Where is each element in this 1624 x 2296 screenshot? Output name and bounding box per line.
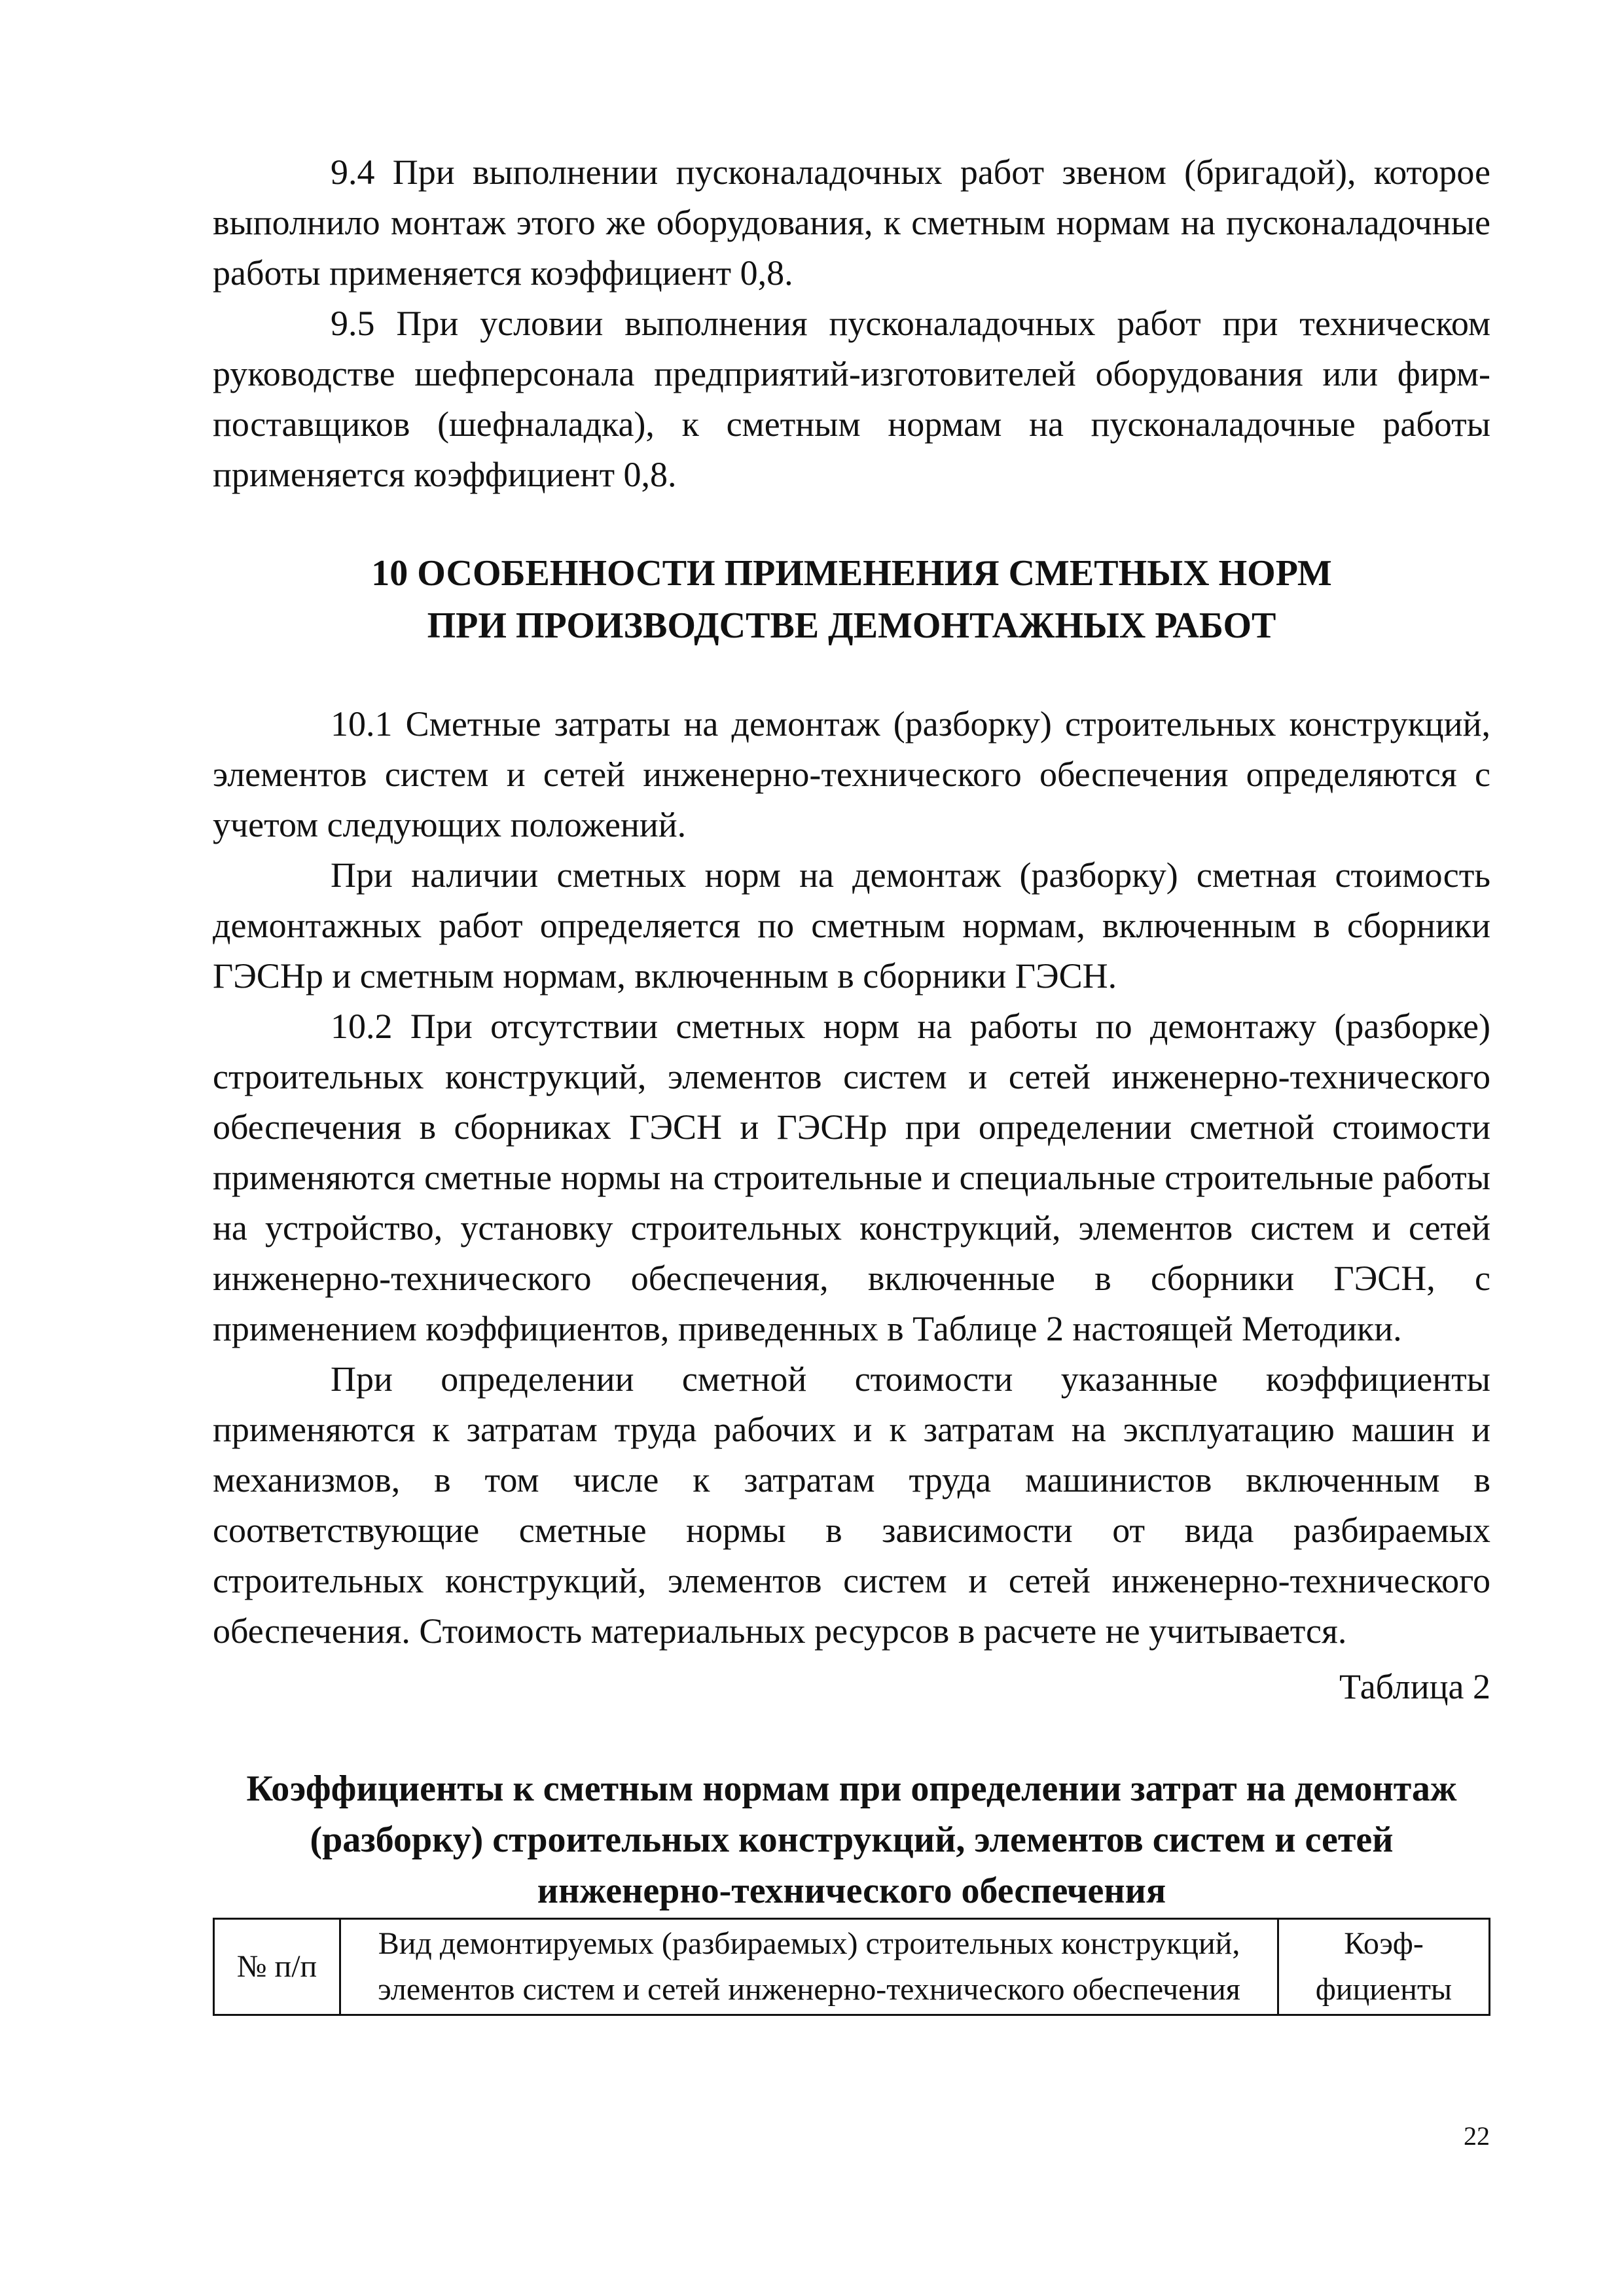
header-type-line-1: Вид демонтируемых (разбираемых) строительных конструкций, (378, 1926, 1240, 1961)
page-number: 22 (1464, 2121, 1490, 2151)
header-type-line-2: элементов систем и сетей инженерно-технического обеспечения (378, 1972, 1240, 2007)
paragraph-10-2: 10.2 При отсутствии сметных норм на работы по демонтажу (разборке) строительных конструкций, элементов систем и сетей инженерно-технического обеспечения в сборниках ГЭСН и ГЭСНр при определении сметной стоимости применяются сметные нормы на строительные и специальные строительные работы на устройство, установку строительных конструкций, элементов систем и сетей инженерно-технического обеспечения, включенные в сборники ГЭСН, с применением коэффициентов, приведенных в Таблице 2 настоящей Методики. (213, 1007, 1490, 1348)
page-content (213, 147, 1490, 2016)
table-label: Таблица 2 (1339, 1667, 1490, 1706)
paragraph-9-4: 9.4 При выполнении пусконаладочных работ звеном (бригадой), которое выполнило монтаж этого же оборудования, к сметным нормам на пусконаладочные работы применяется коэффициент 0,8. (213, 152, 1490, 293)
section-heading-line-2: ПРИ ПРОИЗВОДСТВЕ ДЕМОНТАЖНЫХ РАБОТ (427, 605, 1276, 646)
section-heading-line-1: 10 ОСОБЕННОСТИ ПРИМЕНЕНИЯ СМЕТНЫХ НОРМ (371, 553, 1332, 594)
section-heading (213, 547, 1490, 652)
header-coef-line-2: фициенты (1315, 1972, 1453, 2007)
paragraph-10-1: 10.1 Сметные затраты на демонтаж (разборку) строительных конструкций, элементов систем и сетей инженерно-технического обеспечения определяются с учетом следующих положений. (213, 704, 1490, 844)
header-coef-line-1: Коэф- (1344, 1926, 1424, 1961)
header-type (340, 1919, 1278, 2015)
table-title-line-1: Коэффициенты к сметным нормам при определении затрат на демонтаж (246, 1768, 1457, 1809)
table-header-row (214, 1919, 1490, 2015)
table-title-line-2: (разборку) строительных конструкций, элементов систем и сетей (310, 1820, 1394, 1860)
table-title (213, 1763, 1490, 1916)
coefficients-table (213, 1918, 1490, 2016)
header-coefficients (1278, 1919, 1490, 2015)
paragraph-9-5: 9.5 При условии выполнения пусконаладочных работ при техническом руководстве шефперсонала предприятий-изготовителей оборудования или фирм-поставщиков (шефналадка), к сметным нормам на пусконаладочные работы применяется коэффициент 0,8. (213, 304, 1490, 494)
paragraph-norms-available: При наличии сметных норм на демонтаж (разборку) сметная стоимость демонтажных работ определяется по сметным нормам, включенным в сборники ГЭСНр и сметным нормам, включенным в сборники ГЭСН. (213, 855, 1490, 996)
paragraph-coefficients-usage: При определении сметной стоимости указанные коэффициенты применяются к затратам труда рабочих и к затратам на эксплуатацию машин и механизмов, в том числе к затратам труда машинистов включенным в соответствующие сметные нормы в зависимости от вида разбираемых строительных конструкций, элементов систем и сетей инженерно-технического обеспечения. Стоимость материальных ресурсов в расчете не учитывается. (213, 1359, 1490, 1651)
header-number: № п/п (214, 1919, 340, 2015)
table-title-line-3: инженерно-технического обеспечения (537, 1871, 1166, 1911)
